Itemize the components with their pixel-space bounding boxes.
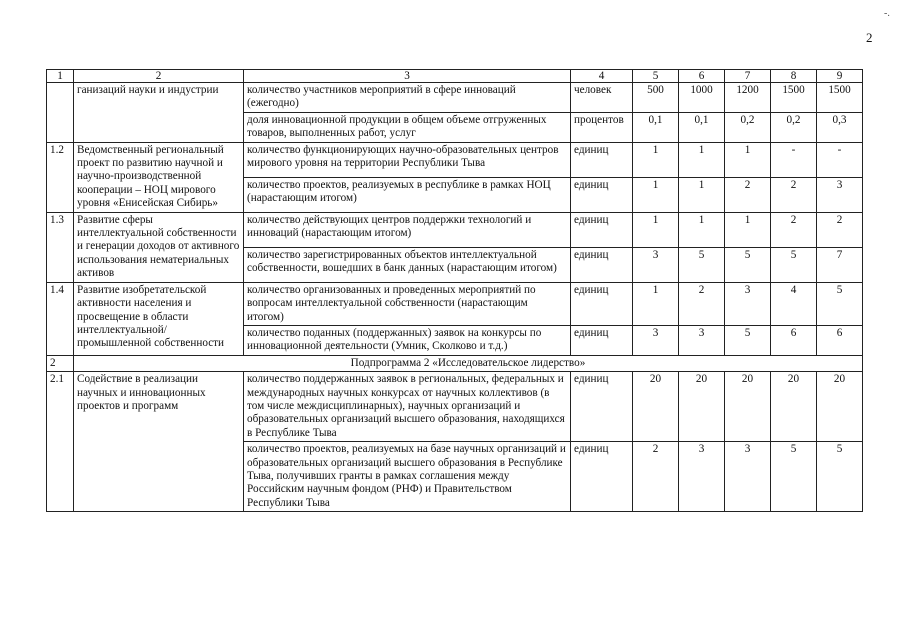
value-cell: 20	[817, 372, 863, 442]
unit-cell: человек	[571, 83, 633, 113]
value-cell: 500	[633, 83, 679, 113]
value-cell: 1500	[771, 83, 817, 113]
item-number: 1.4	[47, 282, 74, 355]
value-cell: 20	[725, 372, 771, 442]
value-cell: 3	[679, 442, 725, 512]
value-cell: 0,3	[817, 112, 863, 142]
value-cell: 5	[817, 282, 863, 325]
measure-name: Развитие изобретательской активности населения и просвещение в области интеллектуальной/промышленной собственности	[74, 282, 244, 355]
indicator-name: количество зарегистрированных объектов интеллектуальной собственности, вошедших в банк данных (нарастающим итогом)	[244, 247, 571, 282]
value-cell: 1500	[817, 83, 863, 113]
measure-name: ганизаций науки и индустрии	[74, 83, 244, 143]
value-cell: 5	[725, 247, 771, 282]
table-row	[47, 282, 863, 325]
unit-cell: процентов	[571, 112, 633, 142]
header-cell: 6	[679, 70, 725, 83]
measure-name: Ведомственный региональный проект по развитию научной и научно-производственной кооперации – НОЦ мирового уровня «Енисейская Сибирь»	[74, 142, 244, 212]
table-row	[47, 212, 863, 247]
indicator-name: количество поддержанных заявок в региональных, федеральных и международных научных конкурсах от научных коллективов (в том числе междисциплинарных), научных организаций и образовательных организаций высшего образования, находящихся в Республике Тыва	[244, 372, 571, 442]
value-cell: 2	[725, 177, 771, 212]
table-row	[47, 142, 863, 177]
item-number: 2.1	[47, 372, 74, 512]
value-cell: 5	[771, 442, 817, 512]
value-cell: 2	[817, 212, 863, 247]
table-row	[47, 83, 863, 113]
measure-name: Содействие в реализации научных и инновационных проектов и программ	[74, 372, 244, 512]
value-cell: 20	[679, 372, 725, 442]
header-cell: 9	[817, 70, 863, 83]
value-cell: 2	[771, 212, 817, 247]
subprogram-title: Подпрограмма 2 «Исследовательское лидерство»	[74, 355, 863, 371]
subprogram-row	[47, 355, 863, 371]
value-cell: 5	[679, 247, 725, 282]
header-cell: 7	[725, 70, 771, 83]
indicator-name: количество действующих центров поддержки технологий и инноваций (нарастающим итогом)	[244, 212, 571, 247]
indicator-name: количество функционирующих научно-образовательных центров мирового уровня на территории Республики Тыва	[244, 142, 571, 177]
value-cell: 3	[725, 282, 771, 325]
value-cell: 1200	[725, 83, 771, 113]
value-cell: 1	[679, 177, 725, 212]
indicators-table	[46, 69, 863, 512]
value-cell: 1	[633, 212, 679, 247]
value-cell: -	[817, 142, 863, 177]
header-row	[47, 70, 863, 83]
header-cell: 2	[74, 70, 244, 83]
value-cell: 2	[771, 177, 817, 212]
value-cell: 20	[771, 372, 817, 442]
value-cell: 1	[679, 212, 725, 247]
unit-cell: единиц	[571, 282, 633, 325]
value-cell: 1	[633, 142, 679, 177]
indicator-name: количество поданных (поддержанных) заявок на конкурсы по инновационной деятельности (Умник, Сколково и т.д.)	[244, 325, 571, 355]
value-cell: 0,2	[771, 112, 817, 142]
unit-cell: единиц	[571, 442, 633, 512]
header-cell: 3	[244, 70, 571, 83]
value-cell: 5	[817, 442, 863, 512]
value-cell: 0,2	[725, 112, 771, 142]
indicator-name: количество участников мероприятий в сфере инноваций (ежегодно)	[244, 83, 571, 113]
value-cell: 6	[771, 325, 817, 355]
value-cell: -	[771, 142, 817, 177]
value-cell: 3	[679, 325, 725, 355]
corner-mark: -.	[884, 8, 890, 19]
value-cell: 1	[633, 177, 679, 212]
value-cell: 5	[771, 247, 817, 282]
value-cell: 20	[633, 372, 679, 442]
unit-cell: единиц	[571, 212, 633, 247]
unit-cell: единиц	[571, 177, 633, 212]
value-cell: 1	[679, 142, 725, 177]
value-cell: 5	[725, 325, 771, 355]
value-cell: 3	[633, 247, 679, 282]
table-row	[47, 372, 863, 442]
header-cell: 4	[571, 70, 633, 83]
header-cell: 8	[771, 70, 817, 83]
indicator-name: доля инновационной продукции в общем объеме отгруженных товаров, выполненных работ, услуг	[244, 112, 571, 142]
value-cell: 1	[725, 212, 771, 247]
indicator-name: количество проектов, реализуемых на базе научных организаций и образовательных организаций высшего образования в Республике Тыва, получивших гранты в рамках соглашения между Российским научным фондом (РНФ) и Правительством Республики Тыва	[244, 442, 571, 512]
value-cell: 4	[771, 282, 817, 325]
value-cell: 3	[817, 177, 863, 212]
unit-cell: единиц	[571, 372, 633, 442]
item-number: 1.2	[47, 142, 74, 212]
value-cell: 0,1	[633, 112, 679, 142]
value-cell: 0,1	[679, 112, 725, 142]
table-body	[47, 70, 863, 512]
value-cell: 2	[679, 282, 725, 325]
indicator-name: количество организованных и проведенных мероприятий по вопросам интеллектуальной собственности (нарастающим итогом)	[244, 282, 571, 325]
unit-cell: единиц	[571, 325, 633, 355]
unit-cell: единиц	[571, 142, 633, 177]
value-cell: 1	[725, 142, 771, 177]
measure-name: Развитие сферы интеллектуальной собственности и генерации доходов от активного использования нематериальных активов	[74, 212, 244, 282]
value-cell: 7	[817, 247, 863, 282]
value-cell: 1	[633, 282, 679, 325]
value-cell: 6	[817, 325, 863, 355]
value-cell: 3	[633, 325, 679, 355]
value-cell: 3	[725, 442, 771, 512]
unit-cell: единиц	[571, 247, 633, 282]
item-number: 1.3	[47, 212, 74, 282]
header-cell: 1	[47, 70, 74, 83]
value-cell: 1000	[679, 83, 725, 113]
header-cell: 5	[633, 70, 679, 83]
item-number	[47, 83, 74, 143]
page-number: 2	[866, 30, 873, 45]
subprogram-number: 2	[47, 355, 74, 371]
indicator-name: количество проектов, реализуемых в республике в рамках НОЦ (нарастающим итогом)	[244, 177, 571, 212]
value-cell: 2	[633, 442, 679, 512]
